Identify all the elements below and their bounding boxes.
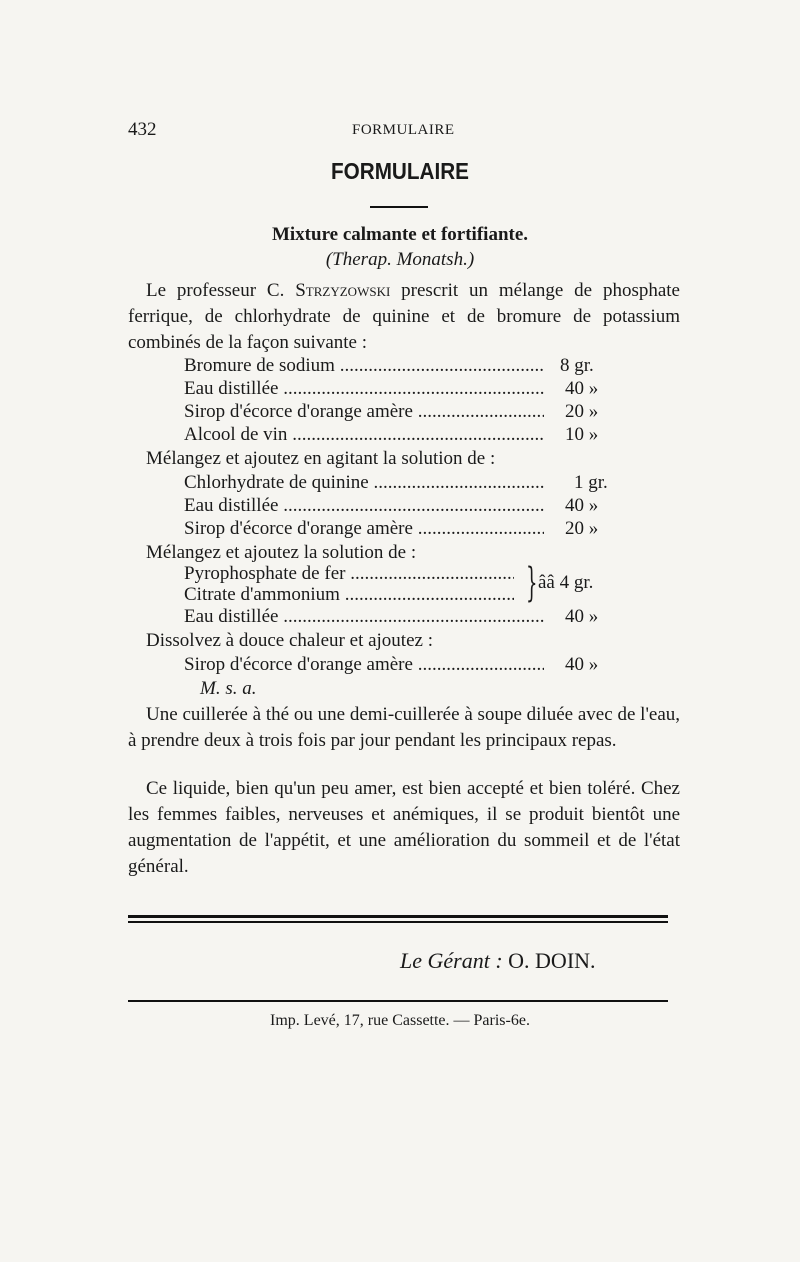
ingredient-name: Eau distillée ..... [184, 378, 544, 400]
intro-paragraph [128, 278, 680, 356]
intro-after: prescrit un mélange de phosphate ferrique, de chlorhydrate de quinine et de bromure de potassium combinés de la façon suivante : [128, 280, 680, 353]
intro-before: Le professeur C. [146, 280, 296, 301]
ingredient-amount: 20 » [565, 518, 599, 539]
ingredient-amount: 1 gr. [574, 472, 608, 493]
brace: } [525, 560, 538, 606]
ingredient-amount: 40 » [565, 606, 599, 627]
ingredient-amount: 20 » [565, 401, 599, 422]
ingredient-amount: 40 » [565, 654, 599, 675]
gerant-name: O. DOIN. [508, 948, 596, 973]
ingredient-name: Citrate d'ammonium ..... [184, 584, 514, 606]
printer-imprint: Imp. Levé, 17, rue Cassette. — Paris-6e. [270, 1012, 530, 1029]
step-instruction: Mélangez et ajoutez la solution de : [146, 542, 417, 563]
ingredient-amount: 10 » [565, 424, 599, 445]
comment-paragraph: Ce liquide, bien qu'un peu amer, est bien accepté et bien toléré. Chez les femmes faibles, nerveuses et anémiques, il se produit bientôt une augmentation de l'appétit, et une amélioration du sommeil et de l'état général. [128, 778, 680, 877]
gerant-label: Le Gérant : [400, 948, 503, 973]
page-number: 432 [128, 119, 157, 140]
divider-thick [128, 915, 668, 918]
page-title: FORMULAIRE [330, 158, 469, 184]
prescription-signature: M. s. a. [200, 678, 257, 699]
recipe-source: (Therap. Monatsh.) [325, 249, 475, 270]
shared-amount: ââ 4 gr. [538, 572, 594, 593]
ingredient-name: Pyrophosphate de fer ..... [184, 563, 514, 585]
ingredient-name: Sirop d'écorce d'orange amère ..... [184, 401, 544, 423]
divider-thin [128, 921, 668, 923]
author-name: Strzyzowski [295, 280, 391, 301]
ingredient-amount: 40 » [565, 378, 599, 399]
ingredient-name: Eau distillée ..... [184, 606, 544, 628]
ingredient-amount: 40 » [565, 495, 599, 516]
running-head: FORMULAIRE [352, 122, 455, 138]
title-rule [370, 206, 428, 208]
ingredient-name: Alcool de vin ..... [184, 424, 544, 446]
step-instruction: Mélangez et ajoutez en agitant la solution de : [146, 448, 496, 469]
ingredient-name: Sirop d'écorce d'orange amère ..... [184, 654, 544, 676]
recipe-heading: Mixture calmante et fortifiante. [271, 224, 529, 245]
footer-rule [128, 1000, 668, 1002]
ingredient-name: Bromure de sodium ..... [184, 355, 544, 377]
dosage-paragraph: Une cuillerée à thé ou une demi-cuillerée à soupe diluée avec de l'eau, à prendre deux à trois fois par jour pendant les principaux repas. [128, 704, 680, 751]
ingredient-name: Chlorhydrate de quinine ..... [184, 472, 544, 494]
ingredient-amount: 8 gr. [560, 355, 594, 376]
step-instruction: Dissolvez à douce chaleur et ajoutez : [146, 630, 433, 651]
ingredient-name: Sirop d'écorce d'orange amère ..... [184, 518, 544, 540]
ingredient-name: Eau distillée ..... [184, 495, 544, 517]
gerant-line [400, 948, 596, 974]
